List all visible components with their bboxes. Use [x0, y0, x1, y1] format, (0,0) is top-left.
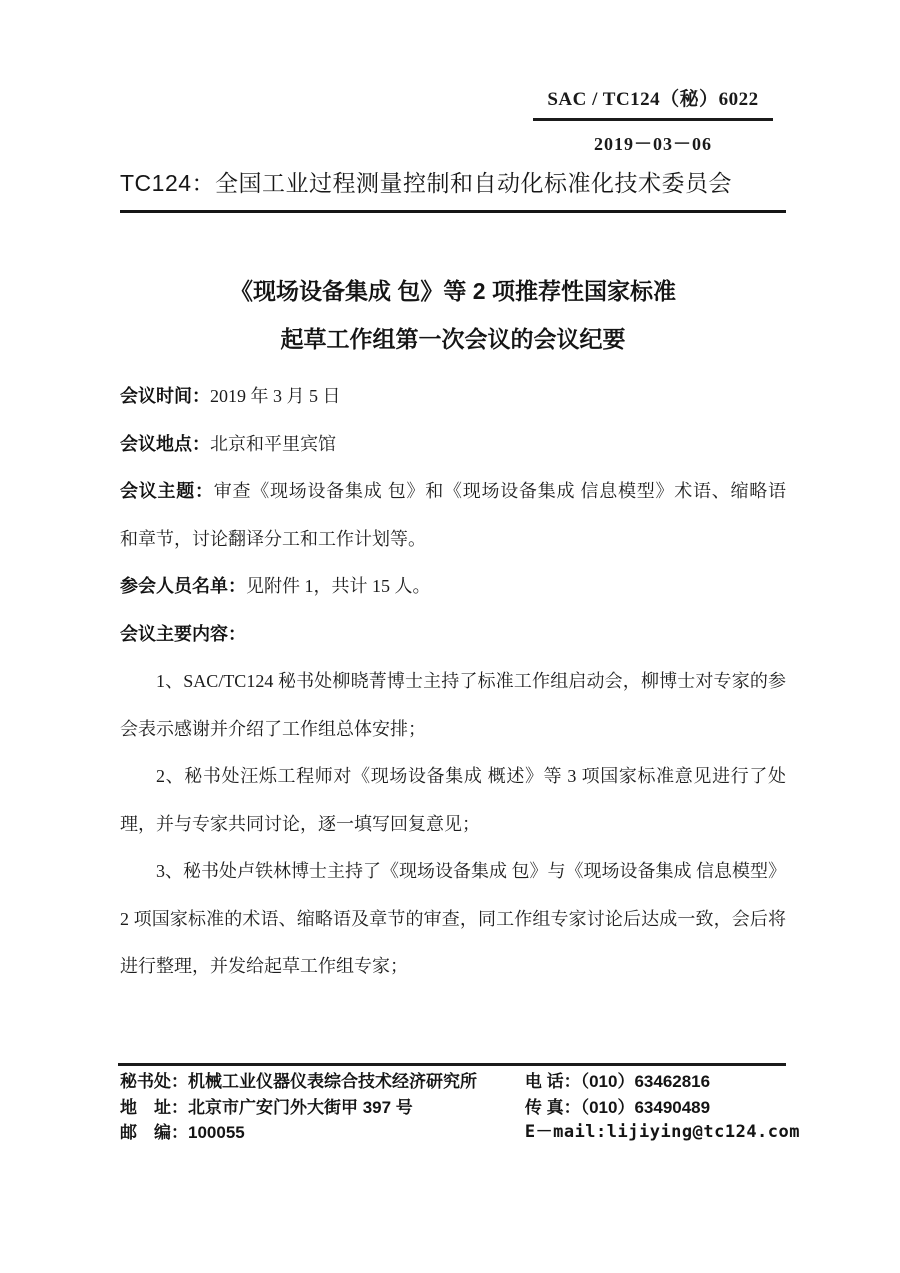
footer-left-column [120, 1069, 525, 1146]
footer-address [120, 1095, 525, 1121]
doc-date: 2019－03－06 [594, 134, 712, 154]
paragraph-text: 理，并与专家共同讨论，逐一填写回复意见； [120, 813, 480, 834]
paragraph-text: 3、秘书处卢铁林博士主持了《现场设备集成 包》与《现场设备集成 信息模型》 [156, 861, 786, 881]
field-label: 会议主要内容： [120, 623, 246, 644]
footer-label: 邮 编： [120, 1123, 188, 1142]
footer-label: 电 话： [524, 1072, 581, 1091]
paragraph-text: 进行整理，并发给起草工作组专家； [120, 956, 408, 976]
footer-value: （010）63462816 [580, 1072, 711, 1091]
footer-secretariat [120, 1069, 525, 1095]
field-value: 北京和平里宾馆 [210, 433, 336, 454]
field-label: 会议时间： [120, 386, 210, 406]
field-value: 审查《现场设备集成 包》和《现场设备集成 信息模型》术语、缩略语 [213, 481, 786, 501]
body-line-attendees [120, 563, 786, 611]
body-line-meeting-place [120, 421, 786, 469]
document-footer [120, 1069, 800, 1146]
footer-postcode [120, 1120, 525, 1146]
footer-fax [525, 1095, 800, 1121]
field-value: 见附件 1，共计 15 人。 [246, 576, 431, 596]
footer-email: E－mail:lijiying@tc124.com [524, 1122, 800, 1142]
footer-label: 地 址： [120, 1097, 188, 1117]
body-line-item1 [120, 658, 786, 706]
paragraph-text: 1、SAC/TC124 秘书处柳晓菁博士主持了标准工作组启动会，柳博士对专家的参 [156, 671, 786, 691]
field-value: 和章节，讨论翻译分工和工作计划等。 [120, 528, 426, 549]
footer-label: 秘书处： [120, 1072, 188, 1091]
body-line-item3-cont2 [120, 943, 786, 991]
body-line-main-content-heading [120, 611, 786, 659]
body-line-item1-cont [120, 706, 786, 754]
field-label: 会议地点： [120, 433, 210, 454]
footer-label: 传 真： [524, 1097, 581, 1117]
body-line-meeting-time [120, 373, 786, 421]
doc-number: SAC / TC124（秘）6022 [547, 89, 759, 110]
footer-value: 北京市广安门外大街甲 397 号 [188, 1097, 413, 1117]
body-line-item3-cont1 [120, 896, 786, 944]
paragraph-text: 2 项国家标准的术语、缩略语及章节的审查，同工作组专家讨论后达成一致，会后将 [120, 908, 786, 929]
body-line-meeting-topic-cont [120, 516, 786, 564]
footer-right-column [525, 1069, 800, 1146]
field-label: 参会人员名单： [120, 576, 246, 596]
paragraph-text: 会表示感谢并介绍了工作组总体安排； [120, 718, 426, 739]
body-line-item2 [120, 753, 786, 801]
footer-divider [118, 1063, 786, 1066]
paragraph-text: 2、秘书处汪烁工程师对《现场设备集成 概述》等 3 项国家标准意见进行了处 [156, 766, 786, 786]
field-label: 会议主题： [120, 481, 214, 501]
body-line-meeting-topic [120, 468, 786, 516]
footer-phone [525, 1069, 800, 1095]
document-body [120, 373, 786, 991]
body-line-item3 [120, 848, 786, 896]
title-line-2: 起草工作组第一次会议的会议纪要 [280, 326, 626, 352]
document-title [90, 279, 816, 351]
field-value: 2019 年 3 月 5 日 [210, 386, 341, 406]
body-line-item2-cont [120, 801, 786, 849]
committee-heading: TC124：全国工业过程测量控制和自动化标准化技术委员会 [120, 170, 733, 196]
footer-value: 100055 [188, 1123, 245, 1142]
header-divider [120, 210, 786, 213]
footer-value: （010）63490489 [580, 1097, 711, 1117]
document-header [533, 84, 773, 156]
doc-number-underline [533, 118, 773, 121]
title-line-1: 《现场设备集成 包》等 2 项推荐性国家标准 [230, 278, 676, 304]
footer-value: 机械工业仪器仪表综合技术经济研究所 [188, 1072, 477, 1091]
